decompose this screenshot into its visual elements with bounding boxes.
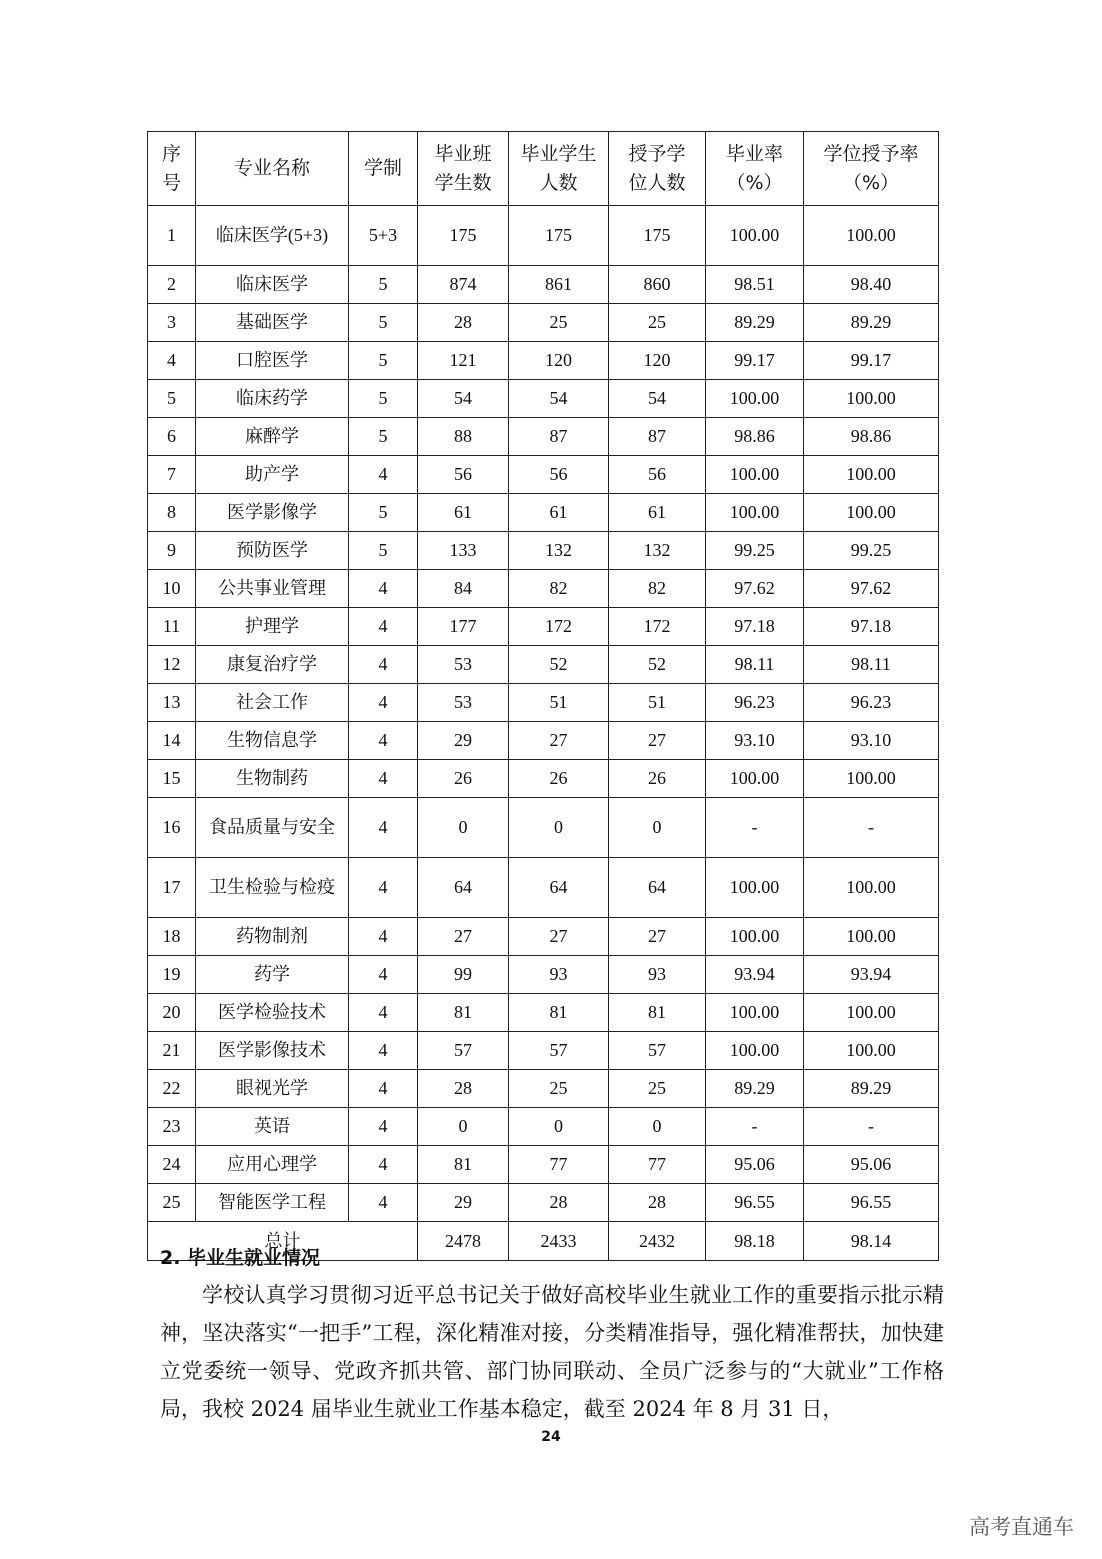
table-cell: 22 <box>148 1070 196 1108</box>
table-cell: 5 <box>349 532 418 570</box>
table-cell: 14 <box>148 722 196 760</box>
table-cell: 95.06 <box>804 1146 939 1184</box>
table-cell: 4 <box>349 1032 418 1070</box>
table-row <box>148 418 939 456</box>
table-cell: 99 <box>418 956 509 994</box>
total-label: 总计 <box>148 1222 418 1261</box>
table-cell: - <box>706 798 804 858</box>
table-cell: 28 <box>609 1184 706 1222</box>
table-cell: 81 <box>418 994 509 1032</box>
table-cell: 社会工作 <box>196 684 349 722</box>
header-line: 序 <box>161 142 181 165</box>
table-row <box>148 380 939 418</box>
total-cell: 98.14 <box>804 1222 939 1261</box>
table-cell: 61 <box>418 494 509 532</box>
table-cell: 175 <box>509 206 609 266</box>
table-cell: 100.00 <box>706 494 804 532</box>
table-header <box>148 132 939 206</box>
table-cell: 眼视光学 <box>196 1070 349 1108</box>
table-cell: 100.00 <box>804 858 939 918</box>
header-line: 人数 <box>539 171 578 194</box>
table-cell: 医学影像学 <box>196 494 349 532</box>
table-cell: 96.55 <box>706 1184 804 1222</box>
table-cell: 89.29 <box>706 1070 804 1108</box>
table-cell: 3 <box>148 304 196 342</box>
table-cell: 1 <box>148 206 196 266</box>
table-cell: 5 <box>349 342 418 380</box>
table-cell: 4 <box>349 858 418 918</box>
table-cell: 27 <box>609 918 706 956</box>
header-cell <box>509 132 609 206</box>
table-cell: 132 <box>609 532 706 570</box>
table-cell: 公共事业管理 <box>196 570 349 608</box>
table-cell: 智能医学工程 <box>196 1184 349 1222</box>
table-cell: 87 <box>509 418 609 456</box>
table-cell: 93.10 <box>706 722 804 760</box>
table-row <box>148 646 939 684</box>
table-cell: 18 <box>148 918 196 956</box>
table-cell: 康复治疗学 <box>196 646 349 684</box>
table-cell: 89.29 <box>706 304 804 342</box>
table-cell: 29 <box>418 1184 509 1222</box>
table-cell: 4 <box>349 1108 418 1146</box>
header-line: 毕业率 <box>725 142 783 165</box>
table-cell: 77 <box>609 1146 706 1184</box>
table-cell: 4 <box>349 956 418 994</box>
table-cell: 133 <box>418 532 509 570</box>
table-cell: 89.29 <box>804 1070 939 1108</box>
table-cell: 64 <box>609 858 706 918</box>
table-cell: 53 <box>418 684 509 722</box>
table-body <box>148 206 939 1222</box>
table-cell: 11 <box>148 608 196 646</box>
table-cell: 97.62 <box>706 570 804 608</box>
table-cell: 97.18 <box>804 608 939 646</box>
table-cell: 120 <box>509 342 609 380</box>
table-cell: 64 <box>418 858 509 918</box>
table-cell: 护理学 <box>196 608 349 646</box>
table-cell: 生物信息学 <box>196 722 349 760</box>
table-row <box>148 994 939 1032</box>
table-cell: 20 <box>148 994 196 1032</box>
table-cell: 23 <box>148 1108 196 1146</box>
table-cell: 5+3 <box>349 206 418 266</box>
table-cell: 52 <box>609 646 706 684</box>
header-line: 号 <box>161 171 181 194</box>
table-cell: 应用心理学 <box>196 1146 349 1184</box>
table-row <box>148 918 939 956</box>
table-row <box>148 1108 939 1146</box>
table-cell: 4 <box>349 994 418 1032</box>
table-cell: 96.23 <box>804 684 939 722</box>
table-cell: 121 <box>418 342 509 380</box>
table-cell: 82 <box>509 570 609 608</box>
table-cell: 874 <box>418 266 509 304</box>
table-cell: 5 <box>349 304 418 342</box>
table-cell: 4 <box>349 456 418 494</box>
table-cell: 861 <box>509 266 609 304</box>
table-cell: 临床医学 <box>196 266 349 304</box>
table-cell: 4 <box>349 570 418 608</box>
table-row <box>148 722 939 760</box>
table-row <box>148 456 939 494</box>
table-row <box>148 760 939 798</box>
table-row <box>148 1146 939 1184</box>
table-cell: 57 <box>418 1032 509 1070</box>
table-cell: 98.86 <box>804 418 939 456</box>
table-cell: 98.51 <box>706 266 804 304</box>
table-cell: 助产学 <box>196 456 349 494</box>
table-cell: - <box>804 1108 939 1146</box>
table-cell: 89.29 <box>804 304 939 342</box>
table-cell: 28 <box>509 1184 609 1222</box>
table-cell: 52 <box>509 646 609 684</box>
table-cell: 食品质量与安全 <box>196 798 349 858</box>
table-cell: 8 <box>148 494 196 532</box>
header-line: 学制 <box>363 157 402 179</box>
table-cell: 97.62 <box>804 570 939 608</box>
table-cell: 98.86 <box>706 418 804 456</box>
table-cell: 预防医学 <box>196 532 349 570</box>
section-title: 2. 毕业生就业情况 <box>160 1247 321 1269</box>
table-cell: 26 <box>509 760 609 798</box>
table-cell: 27 <box>609 722 706 760</box>
table-cell: 61 <box>609 494 706 532</box>
table-cell: 99.25 <box>804 532 939 570</box>
table-cell: 93.94 <box>706 956 804 994</box>
table-cell: 96.55 <box>804 1184 939 1222</box>
table-cell: 15 <box>148 760 196 798</box>
table-cell: 27 <box>509 722 609 760</box>
table-cell: 56 <box>509 456 609 494</box>
table-row <box>148 858 939 918</box>
table-cell: 100.00 <box>706 760 804 798</box>
table-cell: - <box>706 1108 804 1146</box>
table-cell: 24 <box>148 1146 196 1184</box>
table-cell: 87 <box>609 418 706 456</box>
table-cell: 100.00 <box>706 206 804 266</box>
table-cell: 6 <box>148 418 196 456</box>
table-cell: 4 <box>349 1184 418 1222</box>
table-cell: 98.11 <box>706 646 804 684</box>
table-row <box>148 798 939 858</box>
table-cell: 4 <box>349 1146 418 1184</box>
header-cell <box>148 132 196 206</box>
header-line: 学生数 <box>434 171 492 194</box>
table-cell: 81 <box>609 994 706 1032</box>
section-paragraph: 学校认真学习贯彻习近平总书记关于做好高校毕业生就业工作的重要指示批示精神，坚决落实“一把手”工程，深化精准对接，分类精准指导，强化精准帮扶，加快建立党委统一领导、党政齐抓共管、部门协同联动、全员广泛参与的“大就业”工作格局，我校 2024 届毕业生就业工作基本稳定，截至 2024 年 8 月 31 日， <box>160 1283 944 1421</box>
table-cell: 麻醉学 <box>196 418 349 456</box>
table-cell: 25 <box>509 304 609 342</box>
table-cell: 100.00 <box>804 456 939 494</box>
table-cell: 96.23 <box>706 684 804 722</box>
table-row <box>148 1032 939 1070</box>
table-cell: 0 <box>418 798 509 858</box>
table-cell: 卫生检验与检疫 <box>196 858 349 918</box>
table-cell: 12 <box>148 646 196 684</box>
table-cell: 4 <box>349 918 418 956</box>
table-cell: 860 <box>609 266 706 304</box>
table-cell: 基础医学 <box>196 304 349 342</box>
table-cell: 57 <box>509 1032 609 1070</box>
table-row <box>148 206 939 266</box>
header-cell <box>349 132 418 206</box>
header-cell <box>196 132 349 206</box>
table-cell: 100.00 <box>706 994 804 1032</box>
table-cell: 4 <box>349 646 418 684</box>
table-cell: 100.00 <box>706 456 804 494</box>
table-cell: 0 <box>509 798 609 858</box>
table-cell: 100.00 <box>804 380 939 418</box>
table-cell: 82 <box>609 570 706 608</box>
table-cell: 0 <box>609 1108 706 1146</box>
table-cell: 药学 <box>196 956 349 994</box>
table-cell: 临床医学(5+3) <box>196 206 349 266</box>
table-cell: 5 <box>349 380 418 418</box>
table-cell: 177 <box>418 608 509 646</box>
table-cell: 4 <box>349 798 418 858</box>
table-cell: 100.00 <box>804 918 939 956</box>
total-cell: 2433 <box>509 1222 609 1261</box>
total-cell: 2478 <box>418 1222 509 1261</box>
table-cell: 56 <box>418 456 509 494</box>
header-line: 学位授予率 <box>823 142 919 165</box>
table-cell: 56 <box>609 456 706 494</box>
table-cell: 120 <box>609 342 706 380</box>
table-cell: 100.00 <box>804 760 939 798</box>
table-cell: 25 <box>148 1184 196 1222</box>
table-cell: 28 <box>418 304 509 342</box>
table-row <box>148 266 939 304</box>
total-cell: 98.18 <box>706 1222 804 1261</box>
header-cell <box>706 132 804 206</box>
table-cell: 100.00 <box>804 494 939 532</box>
table-cell: 99.25 <box>706 532 804 570</box>
table-cell: 25 <box>609 1070 706 1108</box>
graduation-table <box>147 131 939 1261</box>
table-cell: 64 <box>509 858 609 918</box>
table-cell: 16 <box>148 798 196 858</box>
header-row <box>148 132 939 206</box>
table-cell: 17 <box>148 858 196 918</box>
table-cell: 93 <box>609 956 706 994</box>
table-cell: 口腔医学 <box>196 342 349 380</box>
table-row <box>148 532 939 570</box>
table-row <box>148 1070 939 1108</box>
table-cell: 10 <box>148 570 196 608</box>
table-cell: 175 <box>609 206 706 266</box>
table-cell: 医学影像技术 <box>196 1032 349 1070</box>
table-cell: 100.00 <box>804 206 939 266</box>
table-cell: 0 <box>418 1108 509 1146</box>
table-cell: 54 <box>418 380 509 418</box>
table-cell: 93.94 <box>804 956 939 994</box>
table-cell: 61 <box>509 494 609 532</box>
table-row <box>148 304 939 342</box>
table-cell: 132 <box>509 532 609 570</box>
table-cell: 27 <box>509 918 609 956</box>
table-cell: 95.06 <box>706 1146 804 1184</box>
table-cell: 0 <box>509 1108 609 1146</box>
total-cell: 2432 <box>609 1222 706 1261</box>
table-row <box>148 1184 939 1222</box>
table-cell: 医学检验技术 <box>196 994 349 1032</box>
header-line: 位人数 <box>628 171 686 194</box>
table-cell: 4 <box>349 684 418 722</box>
table-row <box>148 608 939 646</box>
table-cell: 4 <box>349 760 418 798</box>
table-cell: 100.00 <box>804 1032 939 1070</box>
table-cell: - <box>804 798 939 858</box>
table-row <box>148 684 939 722</box>
table-cell: 98.40 <box>804 266 939 304</box>
table-row <box>148 956 939 994</box>
table-cell: 29 <box>418 722 509 760</box>
header-line: （%） <box>726 171 783 194</box>
table-cell: 临床药学 <box>196 380 349 418</box>
table-cell: 100.00 <box>706 918 804 956</box>
table-cell: 51 <box>509 684 609 722</box>
table-cell: 93 <box>509 956 609 994</box>
table-cell: 51 <box>609 684 706 722</box>
table-row <box>148 570 939 608</box>
header-cell <box>418 132 509 206</box>
table-cell: 26 <box>418 760 509 798</box>
table-cell: 4 <box>148 342 196 380</box>
table-cell: 药物制剂 <box>196 918 349 956</box>
table-cell: 28 <box>418 1070 509 1108</box>
header-line: 毕业班 <box>434 142 492 165</box>
table-cell: 97.18 <box>706 608 804 646</box>
table-cell: 0 <box>609 798 706 858</box>
table-cell: 175 <box>418 206 509 266</box>
table-cell: 21 <box>148 1032 196 1070</box>
table-cell: 88 <box>418 418 509 456</box>
table-cell: 99.17 <box>804 342 939 380</box>
header-line: 授予学 <box>628 142 686 165</box>
table-cell: 81 <box>509 994 609 1032</box>
table-cell: 53 <box>418 646 509 684</box>
header-cell <box>609 132 706 206</box>
table-cell: 13 <box>148 684 196 722</box>
table-cell: 9 <box>148 532 196 570</box>
header-line: 专业名称 <box>233 157 310 179</box>
table-cell: 26 <box>609 760 706 798</box>
table-cell: 84 <box>418 570 509 608</box>
header-line: （%） <box>842 171 900 194</box>
table-cell: 172 <box>509 608 609 646</box>
table-cell: 5 <box>349 418 418 456</box>
table-cell: 7 <box>148 456 196 494</box>
header-line: 毕业学生 <box>520 142 597 165</box>
table-cell: 生物制药 <box>196 760 349 798</box>
table-cell: 25 <box>609 304 706 342</box>
table-cell: 5 <box>349 266 418 304</box>
table-cell: 19 <box>148 956 196 994</box>
watermark-text: 高考直通车 <box>969 1515 1074 1539</box>
table-cell: 100.00 <box>706 380 804 418</box>
table-cell: 2 <box>148 266 196 304</box>
table-row <box>148 342 939 380</box>
table-cell: 100.00 <box>706 1032 804 1070</box>
table-cell: 4 <box>349 1070 418 1108</box>
table-cell: 25 <box>509 1070 609 1108</box>
table-cell: 4 <box>349 608 418 646</box>
table-cell: 99.17 <box>706 342 804 380</box>
table-cell: 172 <box>609 608 706 646</box>
header-cell <box>804 132 939 206</box>
table-cell: 54 <box>609 380 706 418</box>
table-cell: 英语 <box>196 1108 349 1146</box>
table-cell: 27 <box>418 918 509 956</box>
table-row <box>148 494 939 532</box>
table-cell: 98.11 <box>804 646 939 684</box>
table-cell: 4 <box>349 722 418 760</box>
table-cell: 77 <box>509 1146 609 1184</box>
table-cell: 5 <box>148 380 196 418</box>
table-cell: 93.10 <box>804 722 939 760</box>
table-cell: 5 <box>349 494 418 532</box>
table-cell: 100.00 <box>804 994 939 1032</box>
table-cell: 54 <box>509 380 609 418</box>
table-cell: 100.00 <box>706 858 804 918</box>
table-cell: 81 <box>418 1146 509 1184</box>
page-number: 24 <box>541 1429 561 1445</box>
table-cell: 57 <box>609 1032 706 1070</box>
